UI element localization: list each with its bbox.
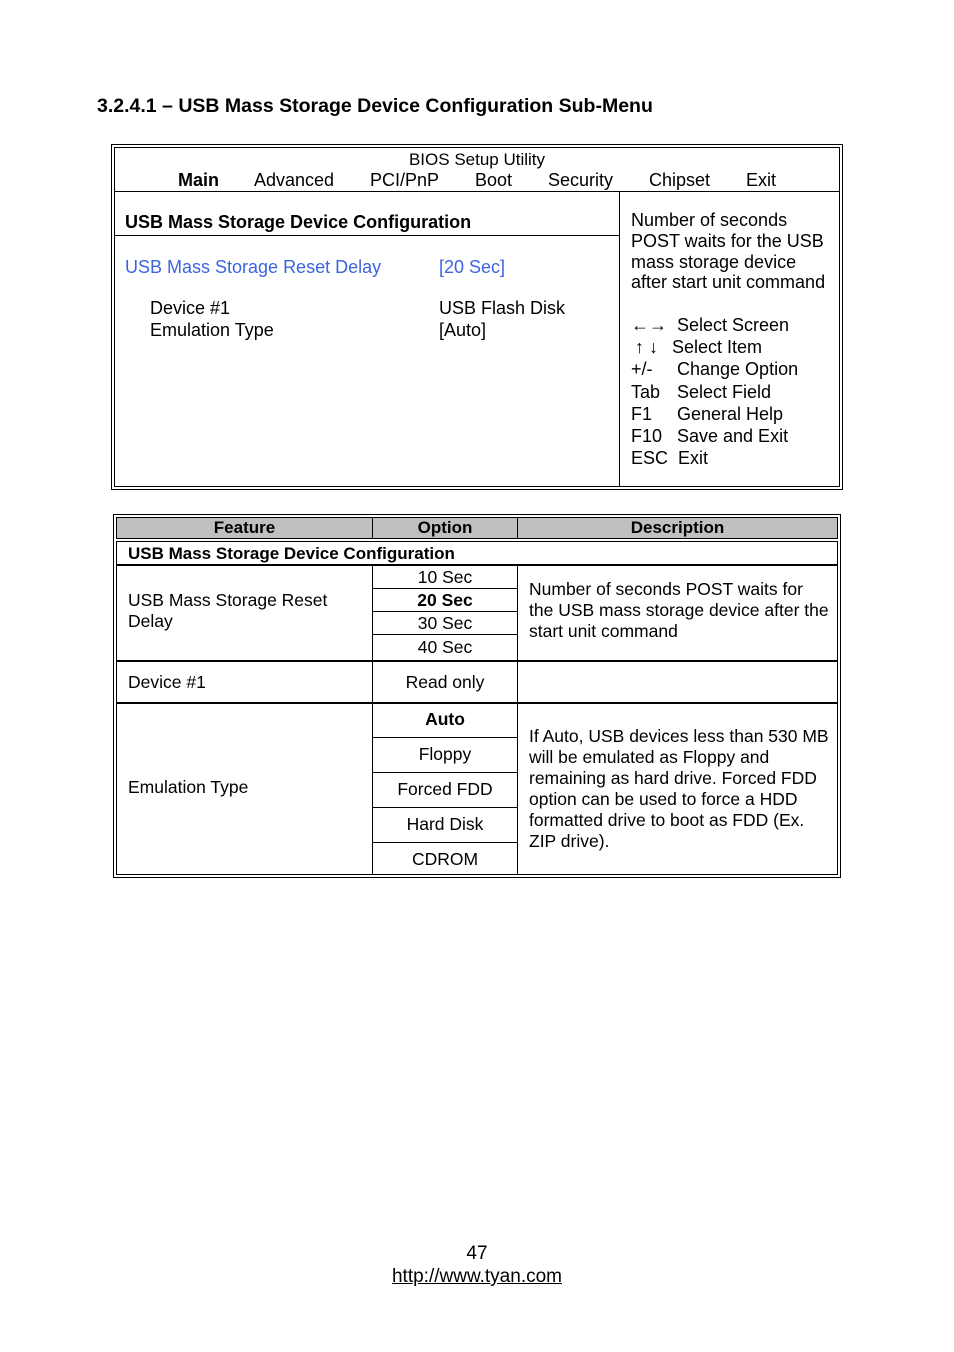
option-40-sec: 40 Sec	[417, 637, 473, 657]
item-device1-label: Device #1	[150, 298, 231, 318]
reset-delay-feature-cell	[116, 565, 373, 661]
option-cell	[372, 634, 518, 661]
menu-pcipnp[interactable]: PCI/PnP	[370, 170, 440, 190]
left-right-arrows-icon: ←→	[631, 315, 667, 335]
help-line: POST waits for the USB	[631, 230, 824, 251]
footer-link[interactable]: http://www.tyan.com	[391, 1266, 562, 1287]
device1-feature-cell	[116, 661, 373, 703]
key-desc: Select Field	[677, 381, 772, 402]
item-device1-value: USB Flash Disk	[439, 298, 566, 318]
header-option: Option	[372, 517, 518, 539]
option-20-sec: 20 Sec	[417, 590, 473, 610]
option-forced-fdd: Forced FDD	[397, 779, 493, 799]
option-cell	[372, 703, 518, 738]
menu-boot[interactable]: Boot	[475, 170, 513, 190]
device1-option-cell	[372, 661, 518, 703]
menu-exit[interactable]: Exit	[746, 170, 777, 190]
device1-description-cell	[517, 661, 838, 703]
menu-chipset[interactable]: Chipset	[649, 170, 711, 190]
emulation-description: If Auto, USB devices less than 530 MB will be emulated as Floppy and remaining as hard drive. Forced FDD option can be used to force a HDD formatted drive to boot as FDD (Ex. ZIP drive).	[529, 726, 829, 851]
item-emulation-value[interactable]: [Auto]	[439, 320, 487, 340]
key-label: F10	[631, 425, 663, 446]
option-cell	[372, 588, 518, 612]
key-desc: Select Item	[672, 337, 763, 358]
section-heading: 3.2.4.1 – USB Mass Storage Device Configuration Sub-Menu	[97, 95, 653, 117]
menu-security[interactable]: Security	[548, 170, 614, 190]
option-hard-disk: Hard Disk	[406, 814, 484, 834]
key-label: ESC	[631, 448, 669, 469]
bios-title: BIOS Setup Utility	[408, 150, 546, 169]
header-feature: Feature	[116, 517, 373, 539]
option-cell	[372, 737, 518, 773]
device1-feature: Device #1	[128, 672, 206, 692]
option-cdrom: CDROM	[411, 849, 479, 869]
section-divider	[115, 235, 619, 236]
option-cell	[372, 772, 518, 808]
option-30-sec: 30 Sec	[417, 613, 473, 633]
device1-option: Read only	[405, 672, 485, 692]
reset-delay-description: Number of seconds POST waits for the USB mass storage device after the start unit command	[529, 579, 829, 641]
section-title: USB Mass Storage Device Configuration	[125, 212, 472, 232]
up-down-arrows-icon: ↑ ↓	[635, 337, 659, 358]
reset-delay-description-cell	[517, 565, 838, 661]
section-row-label: USB Mass Storage Device Configuration	[128, 544, 455, 563]
key-desc: Exit	[678, 448, 709, 469]
option-floppy: Floppy	[418, 744, 472, 764]
key-label: F1	[631, 403, 653, 424]
option-cell	[372, 807, 518, 843]
key-desc: Change Option	[677, 359, 799, 380]
key-label: Tab	[631, 381, 661, 402]
help-line: mass storage device	[631, 251, 797, 272]
emulation-feature: Emulation Type	[128, 777, 249, 797]
help-divider	[619, 192, 620, 486]
help-text	[631, 210, 825, 293]
key-label: +/-	[631, 359, 653, 380]
reset-delay-feature: USB Mass Storage Reset Delay	[128, 590, 328, 631]
section-row	[116, 541, 838, 565]
option-cell	[372, 611, 518, 635]
help-line: Number of seconds	[631, 210, 788, 230]
key-desc: General Help	[677, 403, 784, 424]
item-emulation-label[interactable]: Emulation Type	[150, 320, 274, 340]
emulation-feature-cell	[116, 703, 373, 875]
page-number: 47	[466, 1243, 488, 1264]
feature-table	[113, 514, 841, 878]
key-desc: Select Screen	[677, 315, 790, 335]
help-line: after start unit command	[631, 272, 826, 293]
option-auto: Auto	[425, 709, 465, 729]
item-reset-delay-label[interactable]: USB Mass Storage Reset Delay	[125, 257, 382, 277]
item-reset-delay-value[interactable]: [20 Sec]	[439, 257, 506, 277]
menu-main[interactable]: Main	[178, 170, 220, 190]
option-cell	[372, 565, 518, 589]
emulation-description-cell	[517, 703, 838, 875]
header-description: Description	[517, 517, 838, 539]
option-10-sec: 10 Sec	[417, 567, 473, 587]
menu-divider	[115, 191, 839, 192]
key-desc: Save and Exit	[677, 425, 789, 446]
menu-advanced[interactable]: Advanced	[254, 170, 335, 190]
option-cell	[372, 842, 518, 875]
